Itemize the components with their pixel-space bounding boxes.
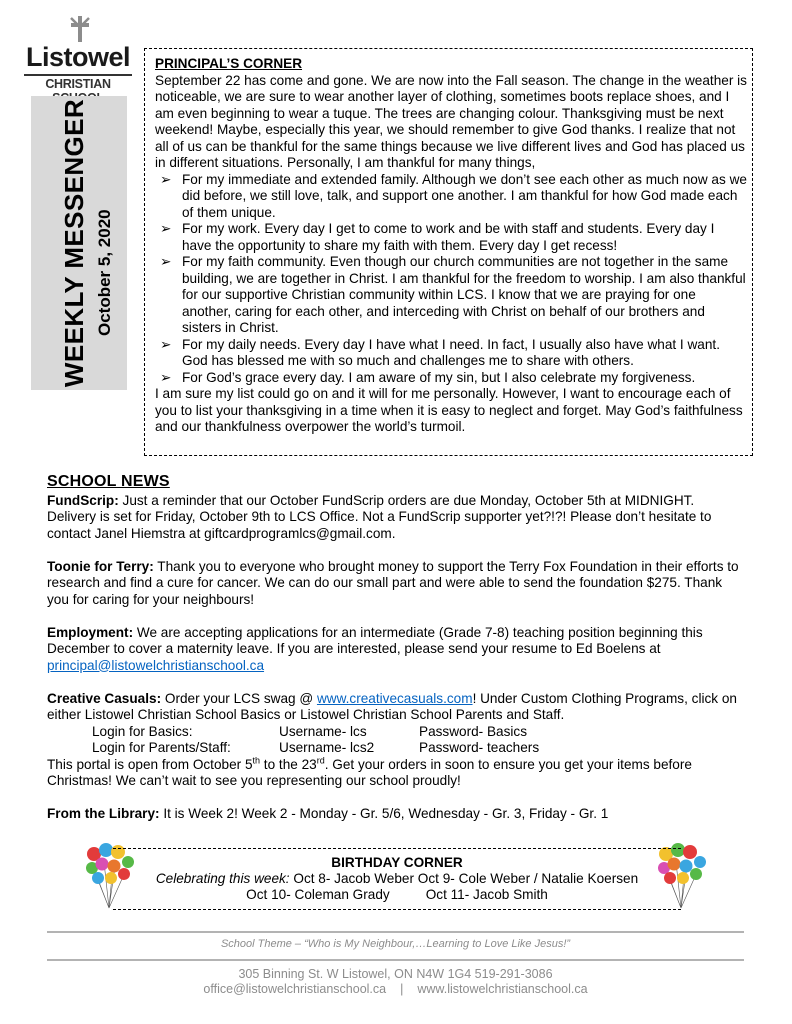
list-item: ➢ For God’s grace every day. I am aware of my sin, but I also celebrate my forgiveness. — [160, 369, 696, 385]
thankful-list — [155, 172, 747, 387]
creative-casuals-link[interactable]: www.creativecasuals.com — [316, 690, 473, 706]
fundscrip-item: FundScrip: Just a reminder that our October FundScrip orders are due Monday, October 5th at MIDNIGHT. Delivery is set for Friday, October 9th to LCS Office. Not a FundScrip supporter yet?!?! Please don’t hesitate to contact Janel Hiemstra at giftcardprogramlcs@gmail.com. — [47, 492, 712, 541]
principals-corner-title: PRINCIPAL’S CORNER — [155, 56, 303, 71]
school-email[interactable]: office@listowelchristianschool.ca — [203, 982, 387, 996]
fundscrip-label: FundScrip: — [47, 492, 119, 508]
employment-item: Employment: We are accepting applications for an intermediate (Grade 7-8) teaching position beginning this December to cover a maternity leave. If you are interested, please send your resume to Ed Boelens at principal@listowelchristianschool.ca — [47, 624, 703, 673]
arrow-bullet-icon: ➢ — [160, 221, 172, 236]
school-name: Listowel — [25, 42, 130, 72]
school-logo — [22, 14, 134, 94]
library-label: From the Library: — [47, 806, 160, 821]
arrow-bullet-icon: ➢ — [160, 171, 172, 187]
principal-email-link[interactable]: principal@listowelchristianschool.ca — [47, 657, 265, 673]
login-row-parents-staff: Login for Parents/Staff: Username- lcs2 Password- teachers — [92, 740, 540, 755]
toonie-item: Toonie for Terry: Thank you to everyone who brought money to support the Terry Fox Foundation in their efforts to research and find a cure for cancer. We can do our small part and were able to send the foundation $275. Thank you for caring for your neighbours! — [47, 558, 739, 607]
school-subtitle: CHRISTIAN — [24, 74, 132, 105]
list-item: ➢ For my immediate and extended family. Although we don’t see each other as much now as we did before, we still love, talk, and support one another. I am thankful for how God made each of them unique. — [160, 171, 747, 220]
footer-divider-top — [47, 931, 744, 933]
birthday-corner-title: BIRTHDAY CORNER — [331, 855, 463, 870]
arrow-bullet-icon: ➢ — [160, 254, 172, 269]
login-row-basics: Login for Basics: Username- lcs Password- Basics — [92, 723, 528, 739]
school-contact-line: office@listowelchristianschool.ca | www.listowelchristianschool.ca — [203, 982, 588, 996]
portal-dates: This portal is open from October 5th to the 23rd. Get your orders in soon to ensure you get your items before Christmas! We can’t wait to see you representing our school proudly! — [47, 754, 692, 788]
creative-casuals-label: Creative Casuals: — [47, 690, 162, 706]
list-item: ➢ For my daily needs. Every day I have what I need. In fact, I usually also have what I want. God has blessed me with so much and challenges me to share with others. — [160, 336, 720, 368]
list-item: ➢ For my faith community. Even though our church communities are not together in the same building, we are together in Christ. I am thankful for the freedom to worship. I am also thankful for our supportive Christian community within LCS. I know that we are praying for one another, caring for each other, and interceding with Christ on behalf of our brothers and sisters in Christ. — [160, 254, 746, 335]
school-news — [47, 474, 747, 823]
cross-logo-icon — [67, 14, 93, 42]
birthday-line-2: Oct 10- Coleman Grady Oct 11- Jacob Smith — [246, 887, 548, 902]
birthday-corner — [113, 848, 681, 910]
birthday-line-1: Celebrating this week: Oct 8- Jacob Weber Oct 9- Cole Weber / Natalie Koersen — [155, 871, 639, 886]
school-news-heading: SCHOOL NEWS — [47, 473, 170, 490]
employment-label: Employment: — [47, 624, 134, 640]
principals-closing: I am sure my list could go on and it will for me personally. However, I want to encourage each of you to list your thanksgiving in a time when it is easy to neglect and forget. May God’s faithfulness and our thankfulness overpower the world’s turmoil. — [155, 386, 743, 434]
newsletter-date: October 5, 2020 — [95, 209, 114, 336]
school-website[interactable]: www.listowelchristianschool.ca — [417, 982, 588, 996]
footer-divider-bottom — [47, 959, 744, 961]
newsletter-banner — [31, 96, 127, 390]
creative-casuals-item: Creative Casuals: Order your LCS swag @ www.creativecasuals.com! Under Custom Clothing Programs, click on either Listowel Christian School Basics or Listowel Christian School Parents and Staff. — [47, 690, 737, 722]
school-theme: School Theme – “Who is My Neighbour,…Learning to Love Like Jesus!” — [220, 938, 571, 950]
principals-intro: September 22 has come and gone. We are now into the Fall season. The change in the weather is noticeable, we are sure to wear another layer of clothing, sometimes boots replace shoes, and I am even beginning to wear a tuque. The trees are changing colour. Thanksgiving must be next weekend! Maybe, especially this year, we should remember to give God thanks. I realize that not all of us can be thankful for the same things because we live different lives and God has placed us in different situations. Personally, I am thankful for many things, — [155, 72, 747, 170]
toonie-label: Toonie for Terry: — [47, 558, 154, 574]
arrow-bullet-icon: ➢ — [160, 369, 172, 385]
school-address: 305 Binning St. W Listowel, ON N4W 1G4 519-291-3086 — [238, 967, 553, 981]
list-item: ➢ For my work. Every day I get to come to work and be with staff and students. Every day I have the opportunity to share my faith with them. Every day I get recess! — [160, 221, 715, 253]
arrow-bullet-icon: ➢ — [160, 336, 172, 352]
school-contact — [47, 967, 744, 997]
library-item: From the Library: It is Week 2! Week 2 - Monday - Gr. 5/6, Wednesday - Gr. 3, Friday - Gr. 1 — [47, 806, 609, 821]
newsletter-title: WEEKLY MESSENGER — [59, 98, 89, 388]
principals-corner — [144, 48, 753, 456]
